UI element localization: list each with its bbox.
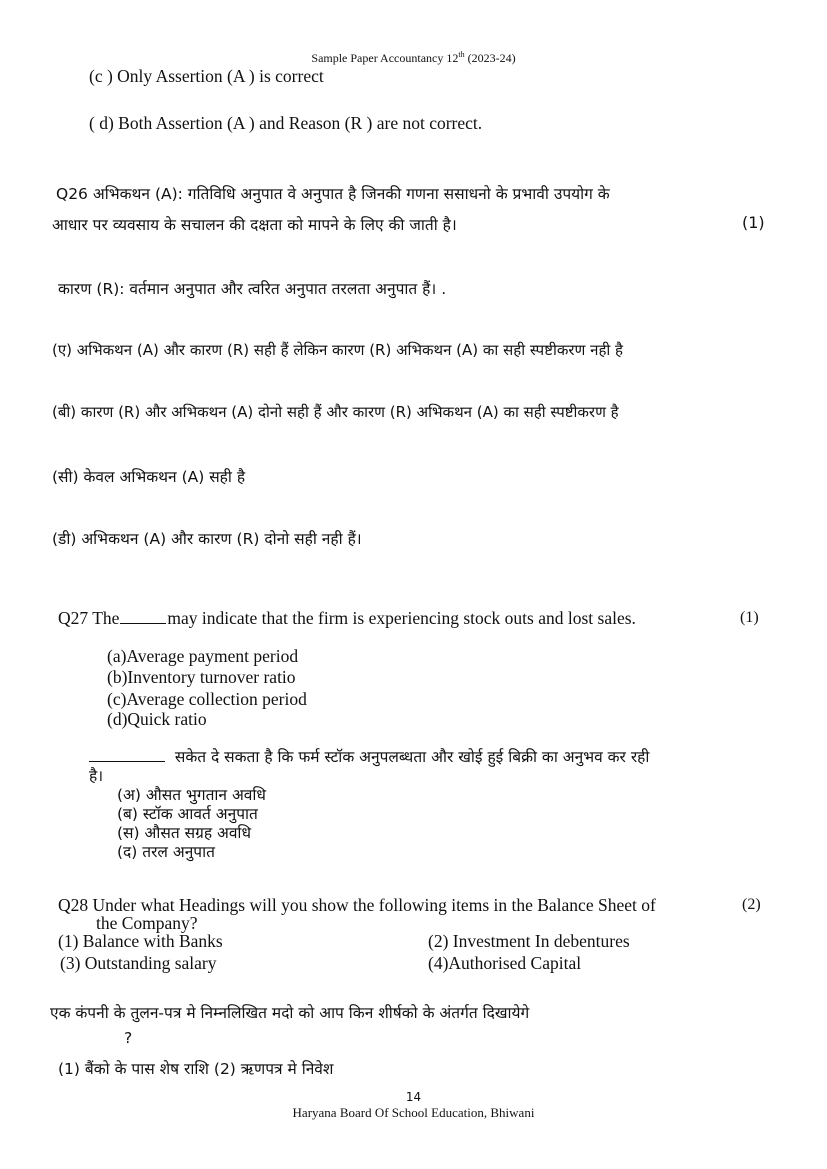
q27-hindi-option-b: (ब) स्टॉक आवर्त अनुपात xyxy=(117,805,258,823)
q27-hindi-option-c: (स) औसत सग्रह अवधि xyxy=(117,824,251,842)
answer-blank xyxy=(120,609,166,624)
answer-blank-hindi xyxy=(89,747,165,762)
q26-option-c: (सी) केवल अभिकथन (A) सही है xyxy=(52,468,246,486)
q28-item-3: (3) Outstanding salary xyxy=(60,953,217,973)
q26-assertion-line2: आधार पर व्यवसाय के सचालन की दक्षता को मापने के लिए की जाती है। xyxy=(52,216,457,234)
q26-option-a: (ए) अभिकथन (A) और कारण (R) सही हैं लेकिन कारण (R) अभिकथन (A) का सही स्पष्टीकरण नही है xyxy=(52,341,624,359)
q28-hindi-line2: ? xyxy=(124,1029,133,1047)
q28-item-4: (4)Authorised Capital xyxy=(428,953,582,973)
q28-question-line2: the Company? xyxy=(96,913,198,933)
q28-hindi-items: (1) बैंको के पास शेष राशि (2) ऋणपत्र मे निवेश xyxy=(58,1060,334,1078)
footer-board-name: Haryana Board Of School Education, Bhiwani xyxy=(292,1105,535,1120)
q26-assertion-line1: Q26 अभिकथन (A): गतिविधि अनुपात वे अनुपात है जिनकी गणना ससाधनो के प्रभावी उपयोग के xyxy=(56,185,610,203)
q26-option-b: (बी) कारण (R) और अभिकथन (A) दोनो सही हैं और कारण (R) अभिकथन (A) का सही स्पष्टीकरण है xyxy=(52,403,619,421)
q26-marks: (1) xyxy=(742,213,765,232)
page-number: 14 xyxy=(405,1090,422,1104)
q25-option-c: (c ) Only Assertion (A ) is correct xyxy=(89,66,324,86)
q27-question: Q27 The may indicate that the firm is experiencing stock outs and lost sales. xyxy=(58,608,636,628)
q28-item-1: (1) Balance with Banks xyxy=(58,931,223,951)
q26-reason: कारण (R): वर्तमान अनुपात और त्वरित अनुपात तरलता अनुपात हैं। . xyxy=(58,280,447,298)
q28-marks: (2) xyxy=(742,896,761,913)
q28-item-2: (2) Investment In debentures xyxy=(428,931,630,951)
q27-option-b: (b)Inventory turnover ratio xyxy=(107,667,296,687)
q27-option-a: (a)Average payment period xyxy=(107,646,299,666)
q27-hindi-option-a: (अ) औसत भुगतान अवधि xyxy=(117,786,266,804)
q27-option-d: (d)Quick ratio xyxy=(107,709,207,729)
q27-hindi-option-d: (द) तरल अनुपात xyxy=(117,843,215,861)
page-header: Sample Paper Accountancy 12th (2023-24) xyxy=(311,50,516,65)
q28-question-line1: Q28 Under what Headings will you show the following items in the Balance Sheet of xyxy=(58,895,656,915)
q28-hindi-line1: एक कंपनी के तुलन-पत्र मे निम्नलिखित मदो को आप किन शीर्षको के अंतर्गत दिखायेगे xyxy=(50,1004,530,1022)
q27-marks: (1) xyxy=(740,609,759,626)
q27-hindi-line2: है। xyxy=(89,767,104,785)
q25-option-d: ( d) Both Assertion (A ) and Reason (R ) are not correct. xyxy=(89,113,483,133)
q26-option-d: (डी) अभिकथन (A) और कारण (R) दोनो सही नही हैं। xyxy=(52,530,362,548)
q27-hindi-line1: सकेत दे सकता है कि फर्म स्टॉक अनुपलब्धता और खोई हुई बिक्री का अनुभव कर रही xyxy=(89,745,649,767)
q27-option-c: (c)Average collection period xyxy=(107,689,307,709)
